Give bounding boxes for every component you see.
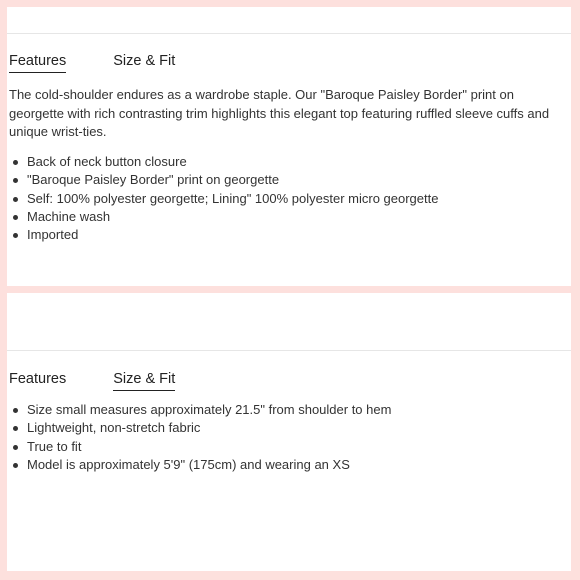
tab-features[interactable]: Features (9, 53, 66, 73)
features-panel (7, 7, 571, 286)
bullet-icon (13, 233, 18, 238)
divider (7, 33, 571, 34)
size-fit-list (9, 401, 391, 474)
list-item (9, 153, 438, 171)
tab-features[interactable]: Features (9, 371, 67, 387)
list-item-text: Lightweight, non-stretch fabric (27, 420, 201, 436)
list-item-text: Model is approximately 5'9" (175cm) and wearing an XS (27, 456, 350, 472)
list-item-text: Back of neck button closure (27, 154, 187, 169)
list-item-text: Size small measures approximately 21.5" from shoulder to hem (27, 402, 392, 417)
tab-size-fit[interactable]: Size & Fit (113, 53, 176, 69)
bullet-icon (13, 160, 18, 165)
bullet-icon (13, 215, 18, 220)
bullet-icon (13, 426, 18, 431)
list-item-text: True to fit (27, 438, 82, 454)
bullet-icon (13, 197, 18, 202)
bullet-icon (13, 445, 18, 450)
product-description: The cold-shoulder endures as a wardrobe staple. Our "Baroque Paisley Border" print on georgette with rich contrasting trim highlights this elegant top featuring ruffled sleeve cuffs and unique wrist-ties. (9, 87, 550, 139)
bullet-icon (13, 408, 18, 413)
list-item (9, 208, 438, 226)
tab-bar (9, 53, 222, 73)
tab-size-fit[interactable]: Size & Fit (113, 371, 175, 391)
list-item (9, 456, 391, 474)
tab-bar (9, 371, 222, 391)
list-item (9, 190, 438, 208)
bullet-icon (13, 463, 18, 468)
features-list (9, 153, 438, 244)
list-item (9, 171, 438, 189)
size-fit-panel (7, 293, 571, 571)
list-item-text: Machine wash (27, 208, 111, 224)
list-item (9, 438, 391, 456)
list-item (9, 401, 391, 419)
list-item (9, 419, 391, 437)
list-item-text: Self: 100% polyester georgette; Lining" 100% polyester micro georgette (27, 190, 439, 206)
bullet-icon (13, 178, 18, 183)
list-item-text: "Baroque Paisley Border" print on georgette (27, 172, 280, 188)
divider (7, 350, 571, 351)
list-item-text: Imported (27, 227, 79, 243)
list-item (9, 226, 438, 244)
